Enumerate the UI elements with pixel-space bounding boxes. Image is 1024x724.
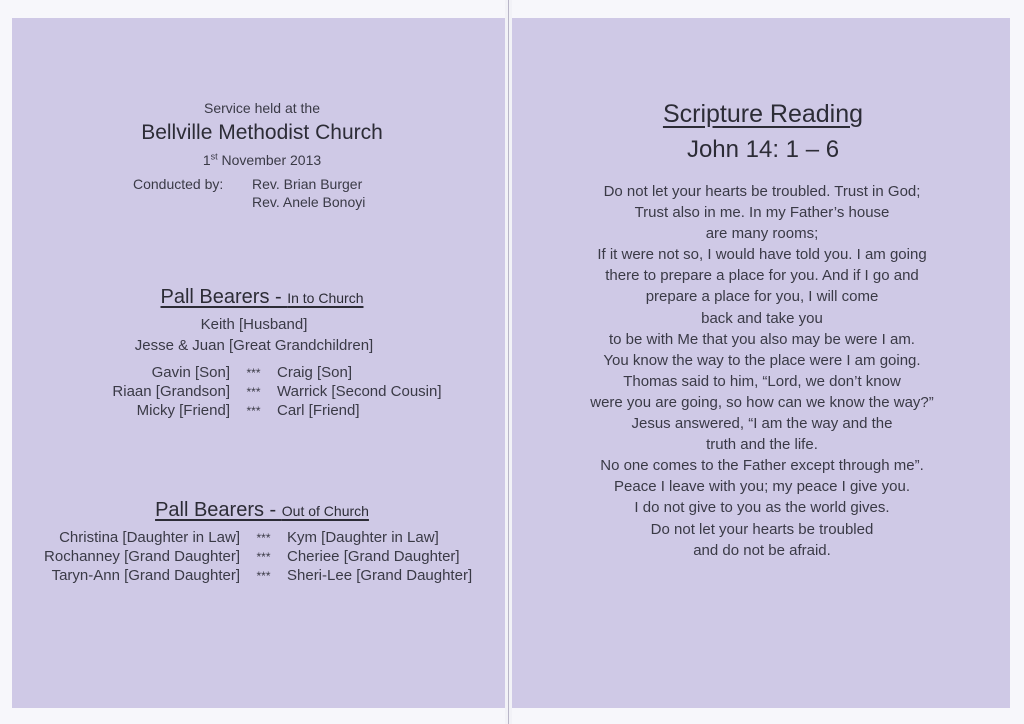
pall-out-right-3: Sheri-Lee [Grand Daughter] [287, 567, 473, 584]
service-date: 1st November 2013 [202, 151, 322, 168]
verse-line: Jesus answered, “I am the way and the [631, 415, 893, 433]
pall-in-line-2: Jesse & Juan [Great Grandchildren] [134, 337, 374, 354]
verse-line: back and take you [701, 309, 823, 327]
pall-in-left-3: Micky [Friend] [136, 402, 230, 419]
scripture-title: Scripture Reading [662, 100, 864, 128]
separator: *** [256, 550, 271, 564]
verse-line: and do not be afraid. [693, 541, 831, 559]
separator: *** [246, 366, 261, 380]
pall-in-right-1: Craig [Son] [277, 364, 353, 381]
separator: *** [256, 569, 271, 583]
service-held-at: Service held at the [204, 100, 320, 116]
verse-line: No one comes to the Father except through me”. [600, 457, 924, 475]
verse-line: Peace I leave with you; my peace I give you. [614, 478, 910, 496]
fold-line [508, 0, 509, 724]
verse-line: truth and the life. [706, 436, 818, 454]
verse-line: to be with Me that you also may be were I am. [609, 330, 915, 348]
minister-2: Rev. Anele Bonoyi [252, 194, 366, 210]
verse-line: prepare a place for you, I will come [645, 288, 879, 306]
verse-line: Trust also in me. In my Father’s house [634, 204, 890, 222]
pall-out-left-3: Taryn-Ann [Grand Daughter] [51, 567, 240, 584]
minister-1: Rev. Brian Burger [252, 176, 363, 192]
verse-line: You know the way to the place were I am going. [603, 351, 921, 369]
pall-in-left-2: Riaan [Grandson] [112, 383, 230, 400]
verse-line: are many rooms; [705, 225, 819, 243]
pall-out-left-1: Christina [Daughter in Law] [59, 529, 240, 546]
verse-line: If it were not so, I would have told you. I am going [597, 246, 927, 264]
pall-out-right-2: Cheriee [Grand Daughter] [287, 548, 460, 565]
scripture-reference: John 14: 1 – 6 [686, 136, 840, 163]
scripture-text [552, 181, 972, 561]
separator: *** [246, 385, 261, 399]
verse-line: there to prepare a place for you. And if I go and [605, 267, 919, 285]
pall-in-right-2: Warrick [Second Cousin] [277, 383, 442, 400]
pall-in-pairs [80, 364, 477, 420]
pall-in-right-3: Carl [Friend] [277, 402, 360, 419]
pall-in-left-1: Gavin [Son] [151, 364, 230, 381]
pall-bearers-out-heading: Pall Bearers - Out of Church [155, 499, 369, 521]
pall-in-line-1: Keith [Husband] [200, 316, 308, 333]
verse-line: Do not let your hearts be troubled. Trust in God; [603, 183, 921, 200]
verse-line: I do not give to you as the world gives. [634, 499, 890, 517]
church-name: Bellville Methodist Church [141, 121, 383, 144]
verse-line: Thomas said to him, “Lord, we don’t know [623, 372, 901, 390]
pall-out-left-2: Rochanney [Grand Daughter] [44, 548, 240, 565]
verse-line: Do not let your hearts be troubled [650, 520, 874, 538]
pall-out-right-1: Kym [Daughter in Law] [287, 529, 439, 546]
verse-line: were you are going, so how can we know the way?” [590, 393, 934, 411]
separator: *** [256, 531, 271, 545]
separator: *** [246, 404, 261, 418]
pall-bearers-in-heading: Pall Bearers - In to Church [160, 286, 364, 308]
conducted-by-label: Conducted by: [133, 176, 224, 192]
pall-out-pairs [22, 529, 507, 585]
